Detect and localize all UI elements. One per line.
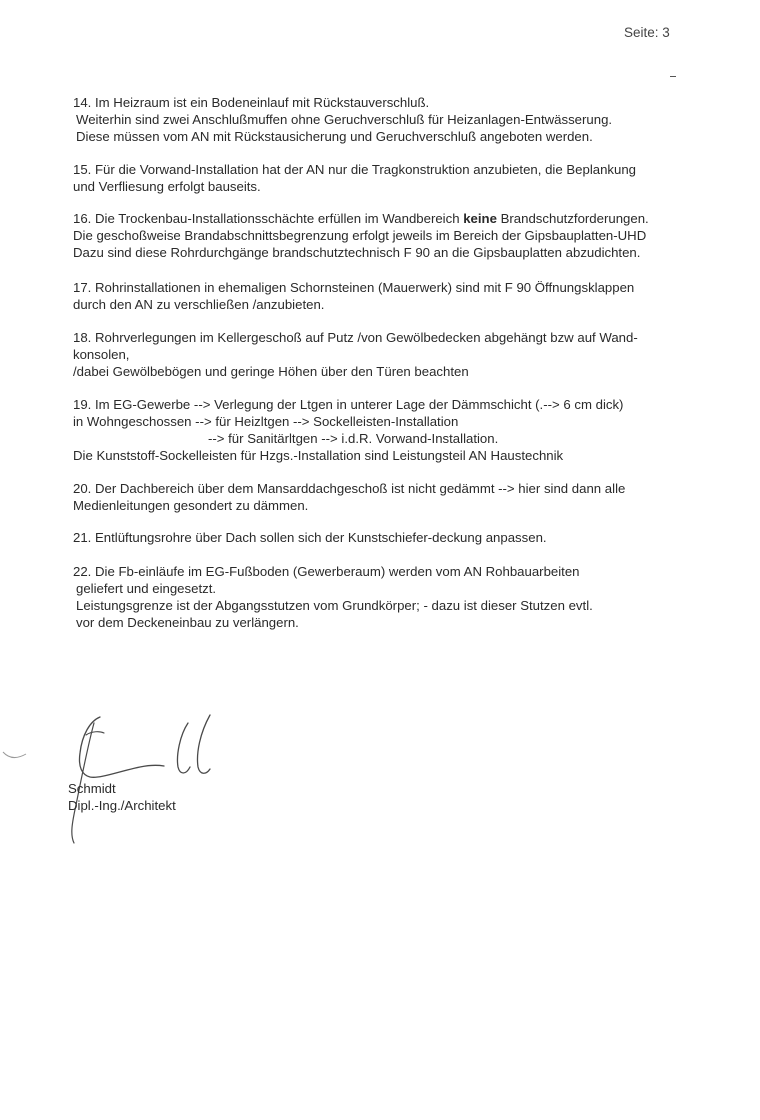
stray-mark: [670, 76, 676, 77]
signer-title: Dipl.-Ing./Architekt: [68, 798, 176, 813]
paragraph-line: durch den AN zu verschließen /anzubieten.: [73, 297, 325, 312]
paragraph-20: [73, 480, 625, 514]
paragraph-line: /dabei Gewölbebögen und geringe Höhen über den Türen beachten: [73, 364, 469, 379]
paragraph-14: [73, 94, 612, 145]
paragraph-line: 21. Entlüftungsrohre über Dach sollen sich der Kunstschiefer-deckung anpassen.: [73, 530, 547, 545]
page-number: Seite: 3: [624, 25, 670, 40]
paragraph-text: Brandschutzforderungen.: [496, 211, 649, 226]
paragraph-line: 22. Die Fb-einläufe im EG-Fußboden (Gewerberaum) werden vom AN Rohbauarbeiten: [73, 564, 580, 579]
paragraph-line: Dazu sind diese Rohrdurchgänge brandschutztechnisch F 90 an die Gipsbauplatten abzudichten.: [73, 245, 641, 260]
margin-mark: [0, 740, 30, 770]
paragraph-line: 14. Im Heizraum ist ein Bodeneinlauf mit Rückstauverschluß.: [73, 95, 430, 110]
paragraph-line: 19. Im EG-Gewerbe --> Verlegung der Ltgen in unterer Lage der Dämmschicht (.--> 6 cm dick): [73, 397, 624, 412]
paragraph-line: vor dem Deckeneinbau zu verlängern.: [76, 615, 299, 630]
paragraph-15: [73, 161, 636, 195]
paragraph-line: Die Kunststoff-Sockelleisten für Hzgs.-Installation sind Leistungsteil AN Haustechnik: [73, 448, 564, 463]
paragraph-line: 18. Rohrverlegungen im Kellergeschoß auf Putz /von Gewölbedecken abgehängt bzw auf Wand-: [73, 330, 638, 345]
paragraph-line: Diese müssen vom AN mit Rückstausicherung und Geruchverschluß angeboten werden.: [76, 129, 593, 144]
paragraph-line: 20. Der Dachbereich über dem Mansarddachgeschoß ist nicht gedämmt --> hier sind dann alle: [73, 481, 626, 496]
signer-name: Schmidt: [68, 781, 116, 796]
paragraph-line: und Verfliesung erfolgt bauseits.: [73, 179, 261, 194]
paragraph-line: Die geschoßweise Brandabschnittsbegrenzung erfolgt jeweils im Bereich der Gipsbauplatten-UHD: [73, 228, 647, 243]
paragraph-line: geliefert und eingesetzt.: [76, 581, 217, 596]
emphasis-text: keine: [463, 211, 497, 226]
paragraph-22: [73, 563, 593, 631]
paragraph-line: 15. Für die Vorwand-Installation hat der AN nur die Tragkonstruktion anzubieten, die Beplankung: [73, 162, 637, 177]
paragraph-text: 16. Die Trockenbau-Installationsschächte erfüllen im Wandbereich: [73, 211, 464, 226]
paragraph-19: [73, 396, 623, 464]
paragraph-16: [73, 210, 649, 261]
paragraph-line: --> für Sanitärltgen --> i.d.R. Vorwand-Installation.: [208, 431, 499, 446]
paragraph-line: 17. Rohrinstallationen in ehemaligen Schornsteinen (Mauerwerk) sind mit F 90 Öffnungsklappen: [73, 280, 635, 295]
paragraph-line: [73, 210, 649, 227]
paragraph-line: Weiterhin sind zwei Anschlußmuffen ohne Geruchverschluß für Heizanlagen-Entwässerung.: [76, 112, 613, 127]
paragraph-line: Medienleitungen gesondert zu dämmen.: [73, 498, 309, 513]
paragraph-18: [73, 329, 638, 380]
paragraph-line: in Wohngeschossen --> für Heizltgen --> Sockelleisten-Installation: [73, 414, 459, 429]
paragraph-line: konsolen,: [73, 347, 130, 362]
paragraph-17: [73, 279, 634, 313]
paragraph-21: [73, 529, 547, 546]
paragraph-line: Leistungsgrenze ist der Abgangsstutzen vom Grundkörper; - dazu ist dieser Stutzen evtl.: [76, 598, 593, 613]
